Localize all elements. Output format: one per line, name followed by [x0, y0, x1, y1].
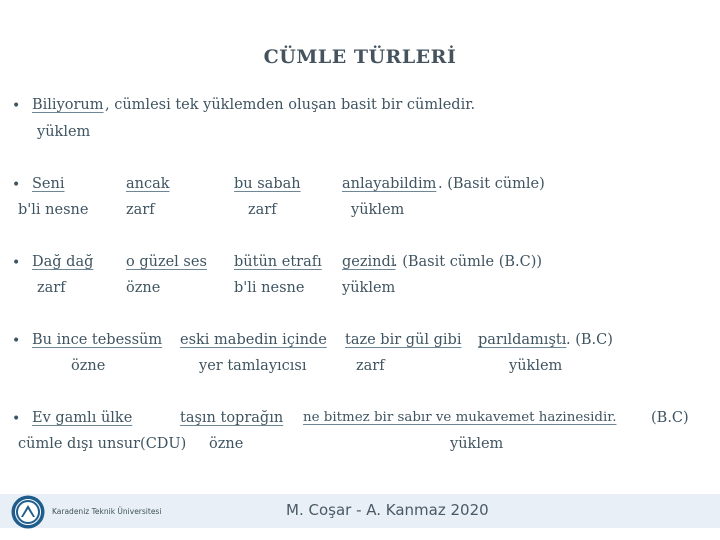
- example-3-label-3: b'li nesne: [234, 280, 305, 296]
- university-name: Karadeniz Teknik Üniversitesi: [52, 507, 162, 516]
- example-2-label-2: zarf: [126, 202, 155, 218]
- example-3-label-4: yüklem: [342, 280, 396, 296]
- example-4-label-2: yer tamlayıcısı: [199, 358, 307, 374]
- bullet: •: [12, 333, 21, 349]
- example-4-word-1: Bu ince tebessüm: [32, 332, 163, 348]
- example-3-word-3: bütün etrafı: [234, 254, 322, 270]
- example-4-label-1: özne: [71, 358, 106, 374]
- example-3-word-1: Dağ dağ: [32, 254, 94, 270]
- example-3-label-2: özne: [126, 280, 161, 296]
- example-1-label-1: yüklem: [37, 124, 91, 140]
- example-5-label-1: cümle dışı unsur(CDU): [18, 436, 187, 452]
- example-4-word-3: taze bir gül gibi: [345, 332, 462, 348]
- slide-title: CÜMLE TÜRLERİ: [263, 46, 457, 68]
- example-2-word-4: anlayabildim: [342, 176, 437, 192]
- example-5-word-3: ne bitmez bir sabır ve mukavemet hazinesidir.: [303, 410, 617, 425]
- university-logo: [11, 495, 45, 529]
- example-3-word-4: gezindi: [342, 254, 396, 270]
- footer-authors: M. Coşar - A. Kanmaz 2020: [286, 501, 489, 519]
- example-4-word-4: parıldamıştı: [478, 332, 567, 348]
- bullet: •: [12, 255, 21, 271]
- example-1-word-2: , cümlesi tek yüklemden oluşan basit bir cümledir.: [105, 97, 476, 113]
- example-5-label-2: özne: [209, 436, 244, 452]
- example-5-word-2: taşın toprağın: [180, 410, 284, 426]
- example-2-label-3: zarf: [248, 202, 277, 218]
- example-2-label-1: b'li nesne: [18, 202, 89, 218]
- example-3-label-1: zarf: [37, 280, 66, 296]
- example-5-word-1: Ev gamlı ülke: [32, 410, 133, 426]
- bullet: •: [12, 177, 21, 193]
- example-4-word-5: . (B.C): [566, 332, 613, 348]
- example-5-label-3: yüklem: [450, 436, 504, 452]
- example-3-word-2: o güzel ses: [126, 254, 207, 270]
- example-3-word-5: . (Basit cümle (B.C)): [393, 254, 543, 270]
- example-4-word-2: eski mabedin içinde: [180, 332, 327, 348]
- example-1-word-1: Biliyorum: [32, 97, 104, 113]
- example-2-label-4: yüklem: [351, 202, 405, 218]
- example-2-word-5: . (Basit cümle): [438, 176, 545, 192]
- example-2-word-1: Seni: [32, 176, 65, 192]
- example-4-label-4: yüklem: [509, 358, 563, 374]
- example-2-word-3: bu sabah: [234, 176, 301, 192]
- bullet: •: [12, 98, 21, 114]
- example-4-label-3: zarf: [356, 358, 385, 374]
- bullet: •: [12, 411, 21, 427]
- example-2-word-2: ancak: [126, 176, 170, 192]
- example-5-word-4: (B.C): [651, 410, 689, 426]
